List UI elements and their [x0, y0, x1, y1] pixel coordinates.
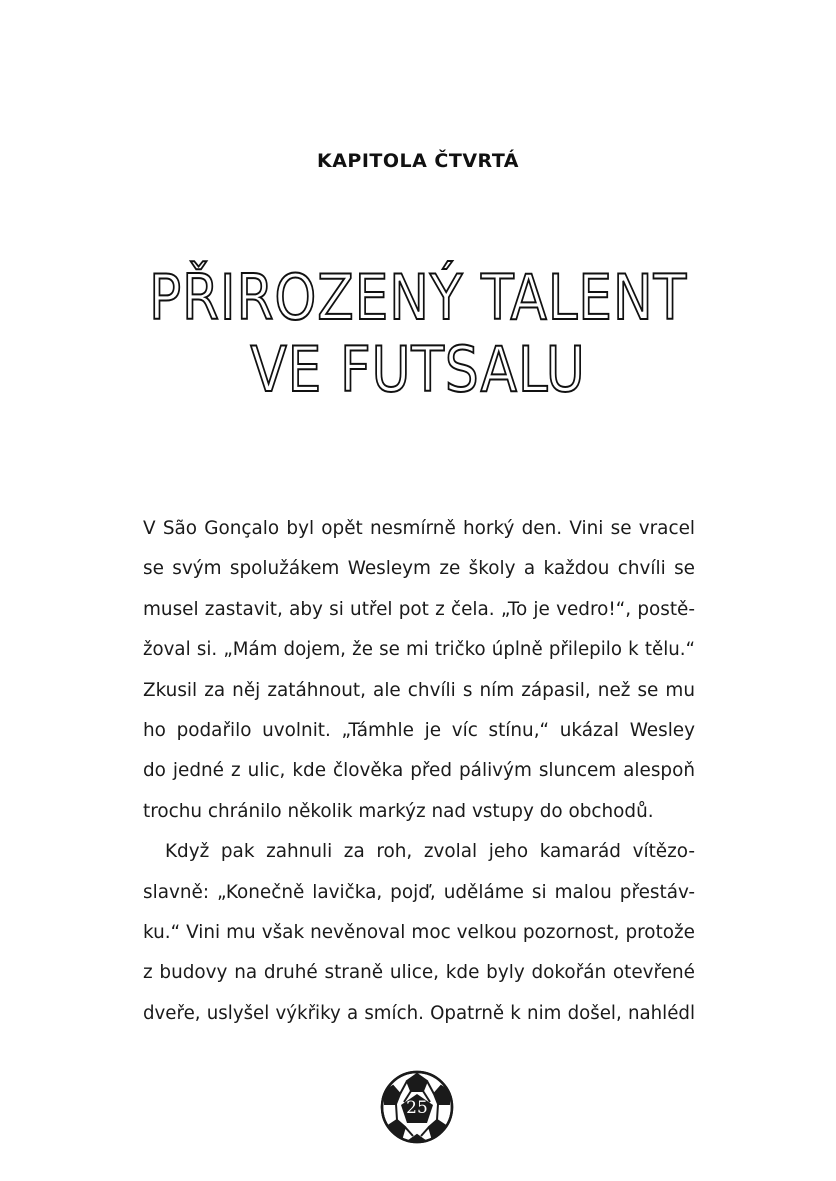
text-line: Když pak zahnuli za roh, zvolal jeho kamarád vítězo- [165, 841, 695, 863]
paragraph-2 [143, 832, 695, 1034]
text-line: Zkusil za něj zatáhnout, ale chvíli s ním zápasil, než se mu [143, 679, 695, 701]
page-number-badge [380, 1070, 454, 1144]
text-line: ku.“ Vini mu však nevěnoval moc velkou pozornost, protože [143, 922, 695, 944]
text-line: V São Gonçalo byl opět nesmírně horký den. Vini se vracel [143, 518, 695, 539]
chapter-title-line-1: PŘIROZENÝ TALENT [148, 261, 688, 334]
body-text [143, 509, 695, 1034]
chapter-title [59, 262, 778, 406]
chapter-title-line-2: VE FUTSALU [250, 333, 586, 406]
text-line: ho podařilo uvolnit. „Támhle je víc stínu,“ ukázal Wesley [143, 720, 695, 742]
text-line: dveře, uslyšel výkřiky a smích. Opatrně k nim došel, nahlédl [143, 1002, 695, 1024]
text-line: z budovy na druhé straně ulice, kde byly dokořán otevřené [143, 962, 695, 984]
paragraph-1 [143, 509, 695, 832]
text-line: se svým spolužákem Wesleym ze školy a každou chvíli se [143, 558, 695, 580]
text-line: do jedné z ulic, kde člověka před pálivým sluncem alespoň [143, 760, 695, 782]
text-line: žoval si. „Mám dojem, že se mi tričko úplně přilepilo k tělu.“ [143, 639, 695, 661]
text-line: slavně: „Konečně lavička, pojď, uděláme si malou přestáv- [143, 881, 695, 903]
text-line: musel zastavit, aby si utřel pot z čela. „To je vedro!“, postě- [143, 598, 695, 620]
text-line: trochu chránilo několik markýz nad vstupy do obchodů. [143, 800, 654, 822]
chapter-label: KAPITOLA ČTVRTÁ [316, 150, 520, 172]
page-number: 25 [406, 1098, 428, 1118]
